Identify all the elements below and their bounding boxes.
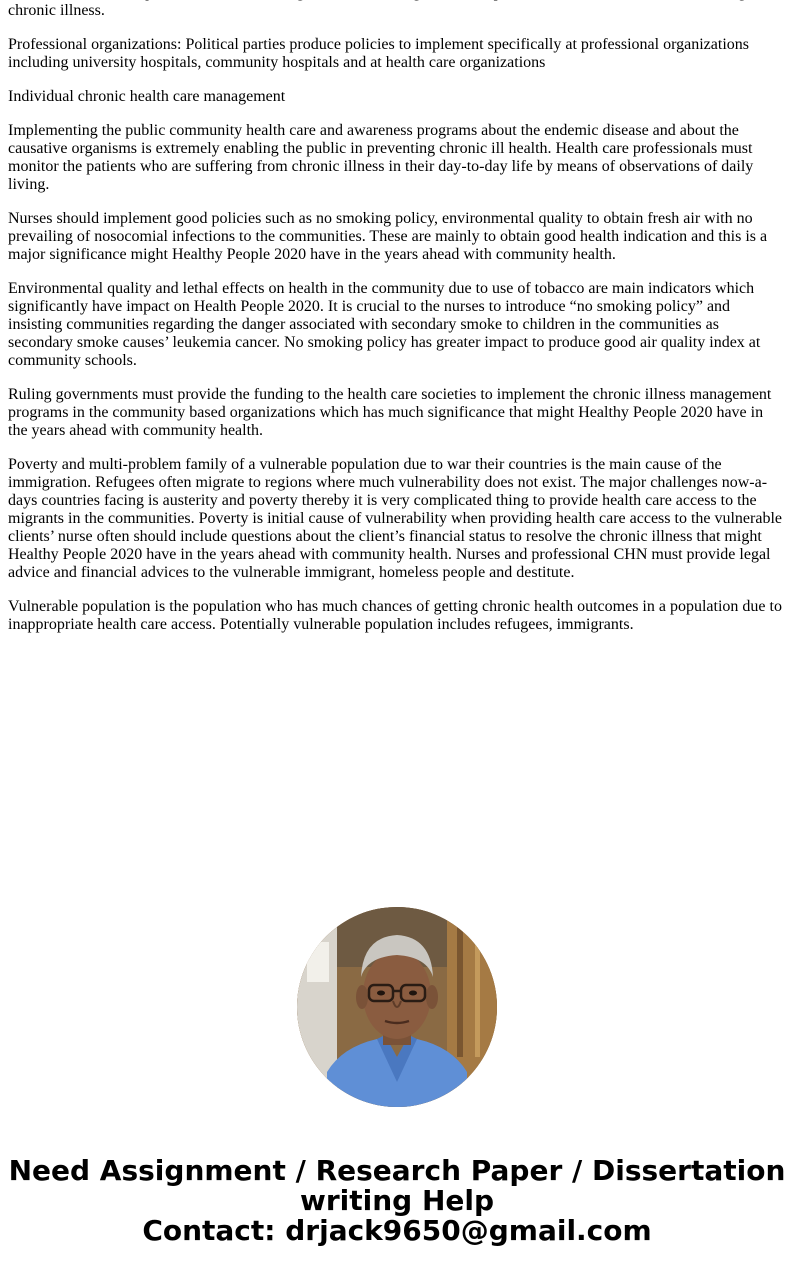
paragraph-poverty: Poverty and multi-problem family of a vulnerable population due to war their countries is the main cause of the immigration. Refugees often migrate to regions where much vulnerability does not exist. The major challenges now-a-days countries facing is austerity and poverty thereby it is very complicated thing to provide health care access to the migrants in the communities. Poverty is initial cause of vulnerability when providing health care access to the vulnerable clients’ nurse often should include questions about the client’s financial status to resolve the chronic illness that might Healthy People 2020 have in the years ahead with community health. Nurses and professional CHN must provide legal advice and financial advices to the vulnerable immigrant, homeless people and destitute. <box>8 456 783 581</box>
paragraph-professional-organizations: Professional organizations: Political parties produce policies to implement specifically at professional organizations including university hospitals, community hospitals and at health care organizations <box>8 36 749 71</box>
paragraph-immunization: chronic illness. <box>8 2 105 19</box>
promo-headline: Need Assignment / Research Paper / Dissertation writing Help <box>8 1154 786 1217</box>
paragraph-environmental-quality: Environmental quality and lethal effects on health in the community due to use of tobacco are main indicators which significantly have impact on Health People 2020. It is crucial to the nurses to introduce “no smoking policy” and insisting communities regarding the danger associated with secondary smoke to children in the communities as secondary smoke causes’ leukemia cancer. No smoking policy has greater impact to produce good air quality index at community schools. <box>8 280 761 369</box>
document-body <box>8 0 786 650</box>
paragraph-individual-management: Individual chronic health care management <box>8 88 286 105</box>
author-avatar <box>297 907 497 1107</box>
paragraph-vulnerable-population: Vulnerable population is the population who has much chances of getting chronic health outcomes in a population due to inappropriate health care access. Potentially vulnerable population includes refugees, immigrants. <box>8 598 782 633</box>
paragraph-nurses-policies: Nurses should implement good policies such as no smoking policy, environmental quality to obtain fresh air with no prevailing of nosocomial infections to the communities. These are mainly to obtain good health indication and this is a major significance might Healthy People 2020 have in the years ahead with community health. <box>8 210 768 263</box>
promo-contact: Contact: drjack9650@gmail.com <box>142 1214 652 1247</box>
paragraph-implementing-programs: Implementing the public community health care and awareness programs about the endemic disease and about the causative organisms is extremely enabling the public in preventing chronic ill health. Health care professionals must monitor the patients who are suffering from chronic illness in their day-to-day life by means of observations of daily living. <box>8 122 754 193</box>
promo-banner <box>0 1156 794 1246</box>
author-portrait-image <box>297 907 497 1107</box>
paragraph-ruling-governments: Ruling governments must provide the funding to the health care societies to implement the chronic illness management programs in the community based organizations which has much significance that might Healthy People 2020 have in the years ahead with community health. <box>8 386 772 439</box>
